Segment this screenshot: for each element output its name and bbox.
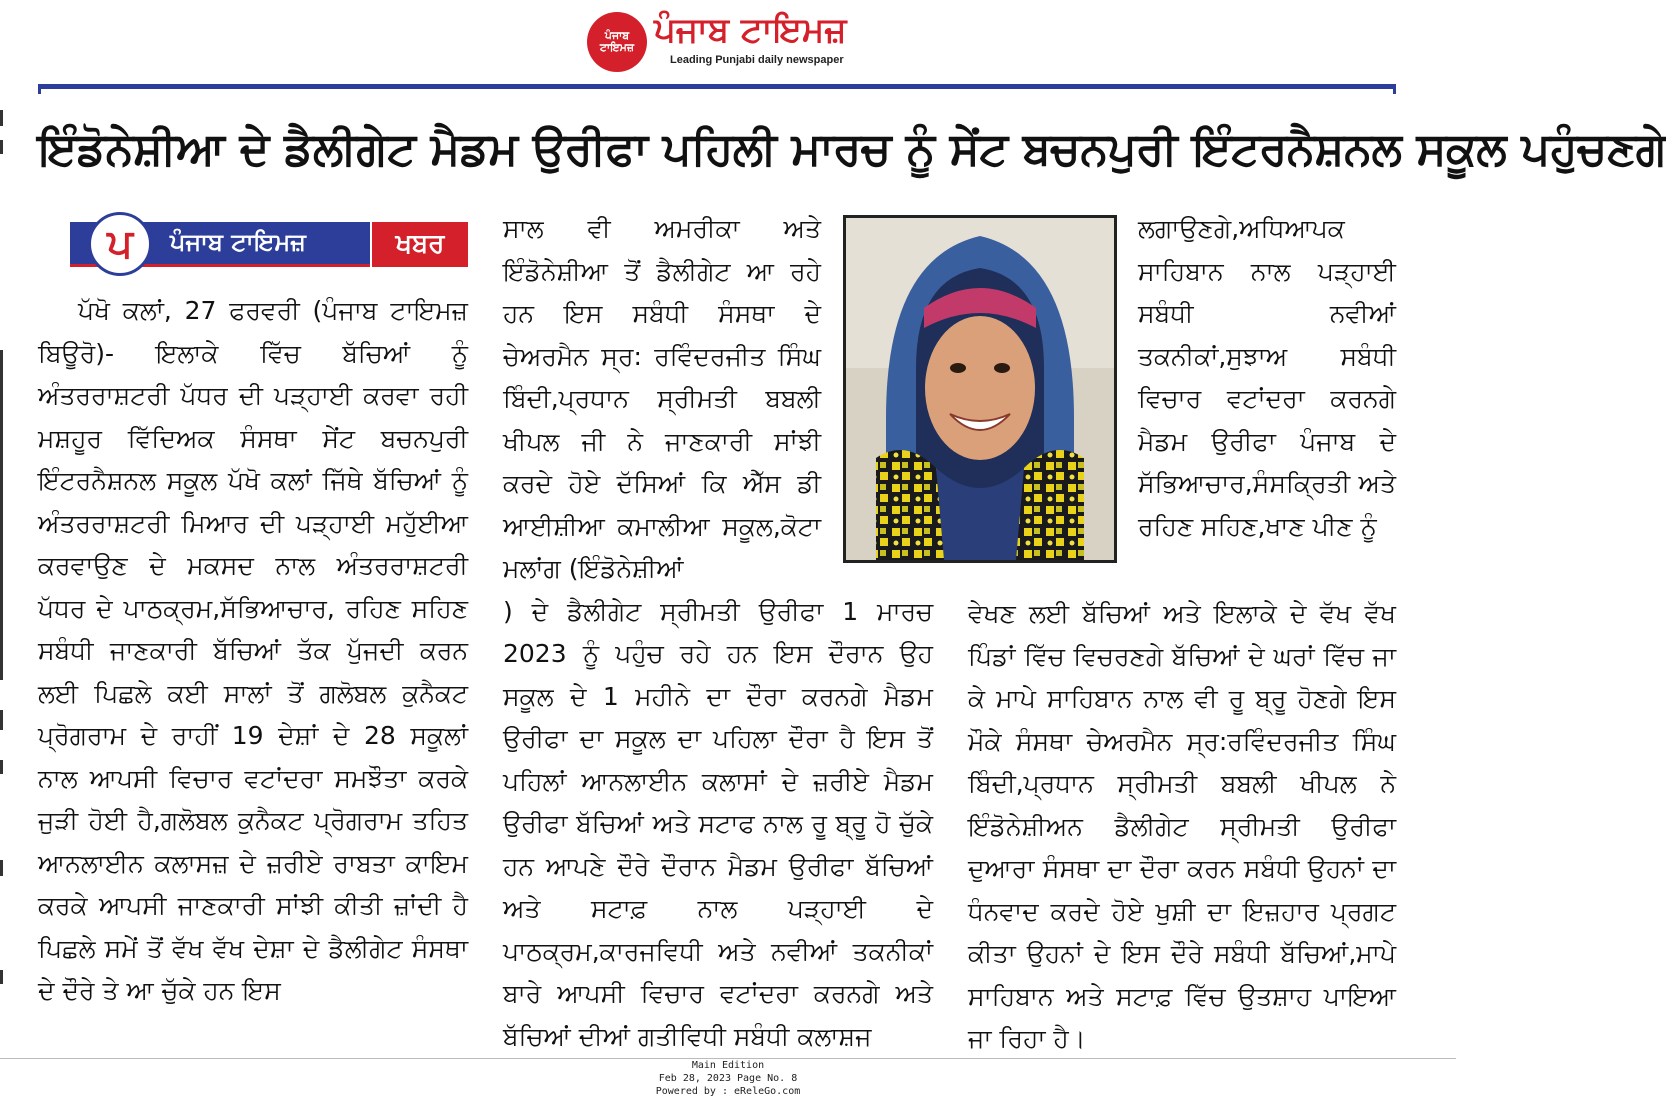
portrait-image <box>846 218 1114 560</box>
page-edge <box>0 100 3 1050</box>
article-column-3-bottom: ਵੇਖਣ ਲਈ ਬੱਚਿਆਂ ਅਤੇ ਇਲਾਕੇ ਦੇ ਵੱਖ ਵੱਖ ਪਿੰਡਾਂ ਵਿੱਚ ਵਿਚਰਣਗੇ ਬੱਚਿਆਂ ਦੇ ਘਰਾਂ ਵਿੱਚ ਜਾ ਕੇ ਮਾਪੇ ਸਾਹਿਬਾਨ ਨਾਲ ਵੀ ਰੂ ਬ੍ਰੂ ਹੋਣਗੇ ਇਸ ਮੌਕੇ ਸੰਸਥਾ ਚੇਅਰਮੈਨ ਸ੍ਰ:ਰਵਿੰਦਰਜੀਤ ਸਿੰਘ ਬਿੰਦੀ,ਪ੍ਰਧਾਨ ਸ੍ਰੀਮਤੀ ਬਬਲੀ ਖੀਪਲ ਨੇ ਇੰਡੋਨੇਸ਼ੀਅਨ ਡੈਲੀਗੇਟ ਸ੍ਰੀਮਤੀ ਉਰੀਫਾ ਦੁਆਰਾ ਸੰਸਥਾ ਦਾ ਦੌਰਾ ਕਰਨ ਸਬੰਧੀ ਉਹਨਾਂ ਦਾ ਧੰਨਵਾਦ ਕਰਦੇ ਹੋਏ ਖੁਸ਼ੀ ਦਾ ਇਜ਼ਹਾਰ ਪ੍ਰਗਟ ਕੀਤਾ ਉਹਨਾਂ ਦੇ ਇਸ ਦੌਰੇ ਸਬੰਧੀ ਬੱਚਿਆਂ,ਮਾਪੇ ਸਾਹਿਬਾਨ ਅਤੇ ਸਟਾਫ਼ ਵਿੱਚ ਉਤਸ਼ਾਹ ਪਾਇਆ ਜਾ ਰਿਹਾ ਹੈ। <box>968 599 1396 1053</box>
article-column-2-bottom: ) ਦੇ ਡੈਲੀਗੇਟ ਸ੍ਰੀਮਤੀ ਉਰੀਫਾ 1 ਮਾਰਚ 2023 ਨੂੰ ਪਹੁੰਚ ਰਹੇ ਹਨ ਇਸ ਦੌਰਾਨ ਉਹ ਸਕੂਲ ਦੇ 1 ਮਹੀਨੇ ਦਾ ਦੌਰਾ ਕਰਨਗੇ ਮੈਡਮ ਉਰੀਫਾ ਦਾ ਸਕੂਲ ਦਾ ਪਹਿਲਾ ਦੌਰਾ ਹੈ ਇਸ ਤੋਂ ਪਹਿਲਾਂ ਆਨਲਾਈਨ ਕਲਾਸਾਂ ਦੇ ਜ਼ਰੀਏ ਮੈਡਮ ਉਰੀਫਾ ਬੱਚਿਆਂ ਅਤੇ ਸਟਾਫ ਨਾਲ ਰੂ ਬ੍ਰੂ ਹੋ ਚੁੱਕੇ ਹਨ ਆਪਣੇ ਦੌਰੇ ਦੌਰਾਨ ਮੈਡਮ ਉਰੀਫਾ ਬੱਚਿਆਂ ਅਤੇ ਸਟਾਫ਼ ਨਾਲ ਪੜ੍ਹਾਈ ਦੇ ਪਾਠਕ੍ਰਮ,ਕਾਰਜਵਿਧੀ ਅਤੇ ਨਵੀਆਂ ਤਕਨੀਕਾਂ ਬਾਰੇ ਆਪਸੀ ਵਿਚਾਰ ਵਟਾਂਦਰਾ ਕਰਨਗੇ ਅਤੇ ਬੱਚਿਆਂ ਦੀਆਂ ਗਤੀਵਿਧੀ ਸਬੰਧੀ ਕਲਾਸ਼ਜ <box>503 596 933 1051</box>
rule-cap-left <box>38 84 41 94</box>
news-badge <box>70 210 470 272</box>
newspaper-tagline: Leading Punjabi daily newspaper <box>670 54 844 66</box>
page-footer <box>0 1058 1456 1108</box>
newspaper-logo: ਪੰਜਾਬ ਟਾਇਮਜ਼ <box>587 12 647 72</box>
footer-edition: Main Edition <box>691 1060 765 1071</box>
masthead-rule <box>38 84 1396 89</box>
article-column-2-top: ਸਾਲ ਵੀ ਅਮਰੀਕਾ ਅਤੇ ਇੰਡੋਨੇਸ਼ੀਆ ਤੋਂ ਡੈਲੀਗੇਟ ਆ ਰਹੇ ਹਨ ਇਸ ਸਬੰਧੀ ਸੰਸਥਾ ਦੇ ਚੇਅਰਮੈਨ ਸ੍ਰ: ਰਵਿੰਦਰਜੀਤ ਸਿੰਘ ਬਿੰਦੀ,ਪ੍ਰਧਾਨ ਸ੍ਰੀਮਤੀ ਬਬਲੀ ਖੀਪਲ ਜੀ ਨੇ ਜਾਣਕਾਰੀ ਸਾਂਝੀ ਕਰਦੇ ਹੋਏ ਦੱਸਿਆਂ ਕਿ ਐੱਸ ਡੀ ਆਈਸ਼ੀਆ ਕਮਾਲੀਆ ਸਕੂਲ,ਕੋਟਾ ਮਲਾਂਗ (ਇੰਡੋਨੇਸ਼ੀਆਂ <box>503 214 821 583</box>
article-headline: ਇੰਡੋਨੇਸ਼ੀਆ ਦੇ ਡੈਲੀਗੇਟ ਮੈਡਮ ਉਰੀਫਾ ਪਹਿਲੀ ਮਾਰਚ ਨੂੰ ਸੇਂਟ ਬਚਨਪੁਰੀ ਇੰਟਰਨੈਸ਼ਨਲ ਸਕੂਲ ਪਹੁੰਚਣਗੇ <box>38 122 1666 175</box>
article-column-3-top: ਲਗਾਉਣਗੇ,ਅਧਿਆਪਕ ਸਾਹਿਬਾਨ ਨਾਲ ਪੜ੍ਹਾਈ ਸਬੰਧੀ ਨਵੀਆਂ ਤਕਨੀਕਾਂ,ਸੁਝਾਅ ਸਬੰਧੀ ਵਿਚਾਰ ਵਟਾਂਦਰਾ ਕਰਨਗੇ ਮੈਡਮ ਉਰੀਫਾ ਪੰਜਾਬ ਦੇ ਸੱਭਿਆਚਾਰ,ਸੰਸਕ੍ਰਿਤੀ ਅਤੇ ਰਹਿਣ ਸਹਿਣ,ਖਾਣ ਪੀਣ ਨੂੰ <box>1138 214 1396 541</box>
delegate-photo <box>843 215 1117 563</box>
footer-powered-by: Powered by : eReleGo.com <box>655 1086 801 1097</box>
badge-tag: ਖਬਰ <box>372 222 468 267</box>
badge-name: ਪੰਜਾਬ ਟਾਇਮਜ਼ <box>170 228 306 256</box>
punjab-times-logo-icon: ਪ <box>88 212 152 276</box>
article-column-1: ਪੱਖੋ ਕਲਾਂ, 27 ਫਰਵਰੀ (ਪੰਜਾਬ ਟਾਇਮਜ਼ ਬਿਊਰੋ)- ਇਲਾਕੇ ਵਿੱਚ ਬੱਚਿਆਂ ਨੂੰ ਅੰਤਰਰਾਸ਼ਟਰੀ ਪੱਧਰ ਦੀ ਪੜ੍ਹਾਈ ਕਰਵਾ ਰਹੀ ਮਸ਼ਹੂਰ ਵਿੱਦਿਅਕ ਸੰਸਥਾ ਸੇਂਟ ਬਚਨਪੁਰੀ ਇੰਟਰਨੈਸ਼ਨਲ ਸਕੂਲ ਪੱਖੋ ਕਲਾਂ ਜਿੱਥੇ ਬੱਚਿਆਂ ਨੂੰ ਅੰਤਰਰਾਸ਼ਟਰੀ ਮਿਆਰ ਦੀ ਪੜ੍ਹਾਈ ਮਹੁੱਈਆ ਕਰਵਾਉਣ ਦੇ ਮਕਸਦ ਨਾਲ ਅੰਤਰਰਾਸ਼ਟਰੀ ਪੱਧਰ ਦੇ ਪਾਠਕ੍ਰਮ,ਸੱਭਿਆਚਾਰ, ਰਹਿਣ ਸਹਿਣ ਸਬੰਧੀ ਜਾਣਕਾਰੀ ਬੱਚਿਆਂ ਤੱਕ ਪੁੱਜਦੀ ਕਰਨ ਲਈ ਪਿਛਲੇ ਕਈ ਸਾਲਾਂ ਤੋਂ ਗਲੋਬਲ ਕੁਨੈਕਟ ਪ੍ਰੋਗਰਾਮ ਦੇ ਰਾਹੀਂ 19 ਦੇਸ਼ਾਂ ਦੇ 28 ਸਕੂਲਾਂ ਨਾਲ ਆਪਸੀ ਵਿਚਾਰ ਵਟਾਂਦਰਾ ਸਮਝੌਤਾ ਕਰਕੇ ਜੁੜੀ ਹੋਈ ਹੈ,ਗਲੋਬਲ ਕੁਨੈਕਟ ਪ੍ਰੋਗਰਾਮ ਤਹਿਤ ਆਨਲਾਈਨ ਕਲਾਸਜ਼ ਦੇ ਜ਼ਰੀਏ ਰਾਬਤਾ ਕਾਇਮ ਕਰਕੇ ਆਪਸੀ ਜਾਣਕਾਰੀ ਸਾਂਝੀ ਕੀਤੀ ਜ਼ਾਂਦੀ ਹੈ ਪਿਛਲੇ ਸਮੇਂ ਤੋਂ ਵੱਖ ਵੱਖ ਦੇਸ਼ਾ ਦੇ ਡੈਲੀਗੇਟ ਸੰਸਥਾ ਦੇ ਦੌਰੇ ਤੇ ਆ ਚੁੱਕੇ ਹਨ ਇਸ <box>38 296 468 1005</box>
masthead <box>0 10 1456 80</box>
newspaper-title: ਪੰਜਾਬ ਟਾਇਮਜ਼ <box>654 10 847 50</box>
footer-date-page: Feb 28, 2023 Page No. 8 <box>658 1073 798 1084</box>
rule-cap-right <box>1393 84 1396 94</box>
